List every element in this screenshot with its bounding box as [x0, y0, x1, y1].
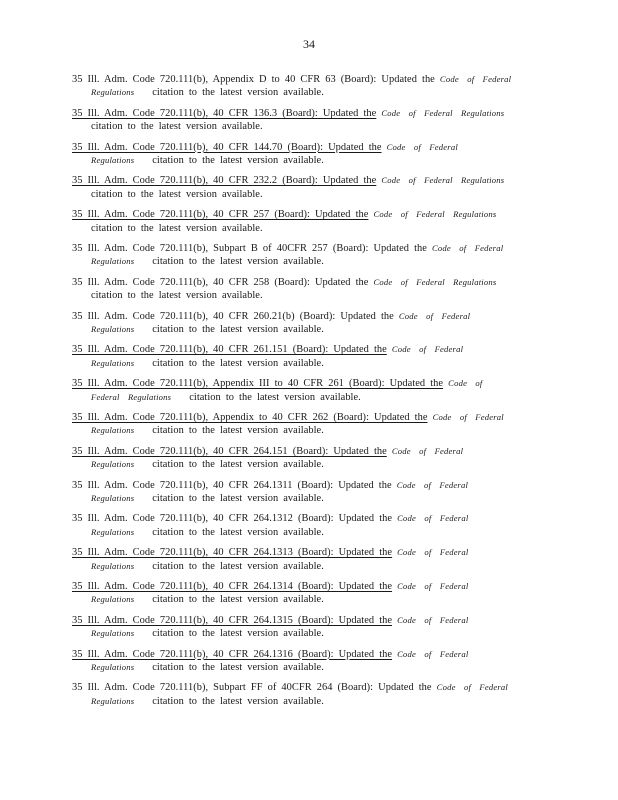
citation-entry: [72, 512, 547, 546]
entry-italic-title: Code of Federal: [396, 479, 469, 490]
entry-italic-title: Code of Federal: [391, 344, 464, 355]
entry-italic-title-cont: Regulations: [91, 594, 135, 605]
entry-status-text: citation to the latest version available.: [152, 459, 324, 471]
citation-entry: [72, 648, 547, 682]
entry-italic-title-cont: Regulations: [91, 661, 135, 672]
entry-italic-title-cont: Federal Regulations: [91, 391, 172, 402]
citation-entry: [72, 310, 547, 344]
citation-entry: [72, 73, 547, 107]
entry-italic-title: Code of Federal: [391, 445, 464, 456]
entry-italic-title-cont: Regulations: [91, 628, 135, 639]
entry-citation: 35 Ill. Adm. Code 720.111(b), 40 CFR 257 (Board): Updated the: [72, 209, 369, 221]
entry-status-text: citation to the latest version available.: [152, 357, 324, 369]
entry-status-text: citation to the latest version available.: [152, 87, 324, 99]
entry-citation: 35 Ill. Adm. Code 720.111(b), 40 CFR 258 (Board): Updated the: [72, 276, 369, 288]
citation-entry: [72, 208, 547, 242]
entry-italic-title: Code of Federal: [398, 310, 471, 321]
entry-citation: 35 Ill. Adm. Code 720.111(b), 40 CFR 261.151 (Board): Updated the: [72, 344, 387, 356]
entry-italic-title: Code of Federal Regulations: [381, 107, 505, 118]
entry-italic-title: Code of Federal: [397, 547, 469, 558]
entry-status-text: citation to the latest version available.: [152, 323, 324, 335]
entry-citation: 35 Ill. Adm. Code 720.111(b), 40 CFR 264.151 (Board): Updated the: [72, 445, 387, 457]
entry-citation: 35 Ill. Adm. Code 720.111(b), 40 CFR 232.2 (Board): Updated the: [72, 175, 377, 187]
entry-citation: 35 Ill. Adm. Code 720.111(b), Subpart FF of 40CFR 264 (Board): Updated the: [72, 682, 432, 694]
entry-italic-title: Code of Federal: [397, 614, 469, 625]
entry-status-text: citation to the latest version available.: [91, 290, 263, 302]
entry-citation: 35 Ill. Adm. Code 720.111(b), Appendix D to 40 CFR 63 (Board): Updated the: [72, 74, 435, 85]
entry-italic-title-cont: Regulations: [91, 459, 135, 470]
entry-citation: 35 Ill. Adm. Code 720.111(b), Subpart B of 40CFR 257 (Board): Updated the: [72, 242, 427, 254]
citation-entry: [72, 614, 547, 648]
entry-italic-title: Code of Federal: [386, 141, 458, 152]
entry-italic-title: Code of Federal Regulations: [373, 209, 497, 220]
entry-citation: 35 Ill. Adm. Code 720.111(b), Appendix III to 40 CFR 261 (Board): Updated the: [72, 378, 444, 390]
citation-entry: [72, 681, 547, 715]
entry-italic-title-cont: Regulations: [91, 87, 135, 98]
entry-status-text: citation to the latest version available.: [152, 695, 324, 707]
entry-citation: 35 Ill. Adm. Code 720.111(b), Appendix to 40 CFR 262 (Board): Updated the: [72, 411, 428, 423]
citation-entry: [72, 445, 547, 479]
citation-entry: [72, 479, 547, 513]
citation-entry: [72, 377, 547, 411]
entry-italic-title: Code of Federal Regulations: [381, 175, 505, 186]
entry-italic-title-cont: Regulations: [91, 256, 135, 267]
citation-entry: [72, 242, 547, 276]
citation-update-list: [72, 73, 547, 715]
entry-status-text: citation to the latest version available.: [152, 425, 324, 437]
entry-italic-title: Code of Federal: [431, 242, 504, 253]
entry-status-text: citation to the latest version available.: [91, 188, 263, 200]
entry-italic-title-cont: Regulations: [91, 425, 135, 436]
citation-entry: [72, 411, 547, 445]
citation-entry: [72, 141, 547, 175]
entry-italic-title: Code of Federal: [397, 580, 469, 591]
entry-italic-title: Code of Federal: [432, 411, 504, 422]
entry-italic-title: Code of: [448, 378, 483, 389]
entry-status-text: citation to the latest version available.: [152, 594, 324, 606]
entry-italic-title-cont: Regulations: [91, 323, 135, 334]
entry-status-text: citation to the latest version available.: [152, 560, 324, 572]
entry-citation: 35 Ill. Adm. Code 720.111(b), 40 CFR 260.21(b) (Board): Updated the: [72, 310, 394, 322]
entry-citation: 35 Ill. Adm. Code 720.111(b), 40 CFR 264.1313 (Board): Updated the: [72, 547, 393, 559]
entry-citation: 35 Ill. Adm. Code 720.111(b), 40 CFR 144.70 (Board): Updated the: [72, 141, 382, 153]
entry-italic-title: Code of Federal Regulations: [373, 276, 497, 287]
entry-italic-title: Code of Federal: [439, 74, 512, 84]
entry-status-text: citation to the latest version available.: [91, 222, 263, 234]
entry-citation: 35 Ill. Adm. Code 720.111(b), 40 CFR 264.1314 (Board): Updated the: [72, 580, 393, 592]
entry-citation: 35 Ill. Adm. Code 720.111(b), 40 CFR 264.1312 (Board): Updated the: [72, 513, 393, 525]
citation-entry: [72, 343, 547, 377]
entry-status-text: citation to the latest version available.: [189, 391, 361, 403]
entry-italic-title: Code of Federal: [397, 513, 469, 524]
citation-entry: [72, 580, 547, 614]
entry-citation: 35 Ill. Adm. Code 720.111(b), 40 CFR 264.1315 (Board): Updated the: [72, 614, 393, 626]
entry-status-text: citation to the latest version available.: [152, 256, 324, 268]
citation-entry: [72, 276, 547, 310]
entry-status-text: citation to the latest version available.: [152, 155, 324, 166]
entry-citation: 35 Ill. Adm. Code 720.111(b), 40 CFR 136.3 (Board): Updated the: [72, 107, 377, 119]
citation-entry: [72, 107, 547, 141]
entry-italic-title-cont: Regulations: [91, 492, 135, 503]
entry-italic-title-cont: Regulations: [91, 695, 135, 706]
citation-entry: [72, 174, 547, 208]
page-number: 34: [303, 37, 315, 51]
entry-status-text: citation to the latest version available.: [152, 526, 324, 538]
entry-status-text: citation to the latest version available.: [152, 628, 324, 640]
entry-citation: 35 Ill. Adm. Code 720.111(b), 40 CFR 264.1316 (Board): Updated the: [72, 648, 393, 660]
entry-italic-title: Code of Federal: [397, 648, 469, 659]
entry-italic-title-cont: Regulations: [91, 560, 135, 571]
entry-italic-title-cont: Regulations: [91, 526, 135, 537]
entry-italic-title-cont: Regulations: [91, 357, 135, 368]
entry-status-text: citation to the latest version available.: [152, 661, 324, 673]
entry-status-text: citation to the latest version available.: [152, 492, 324, 504]
entry-italic-title: Code of Federal: [436, 682, 508, 693]
entry-italic-title-cont: Regulations: [91, 155, 135, 165]
citation-entry: [72, 546, 547, 580]
entry-citation: 35 Ill. Adm. Code 720.111(b), 40 CFR 264.1311 (Board): Updated the: [72, 479, 392, 491]
entry-status-text: citation to the latest version available.: [91, 121, 263, 133]
